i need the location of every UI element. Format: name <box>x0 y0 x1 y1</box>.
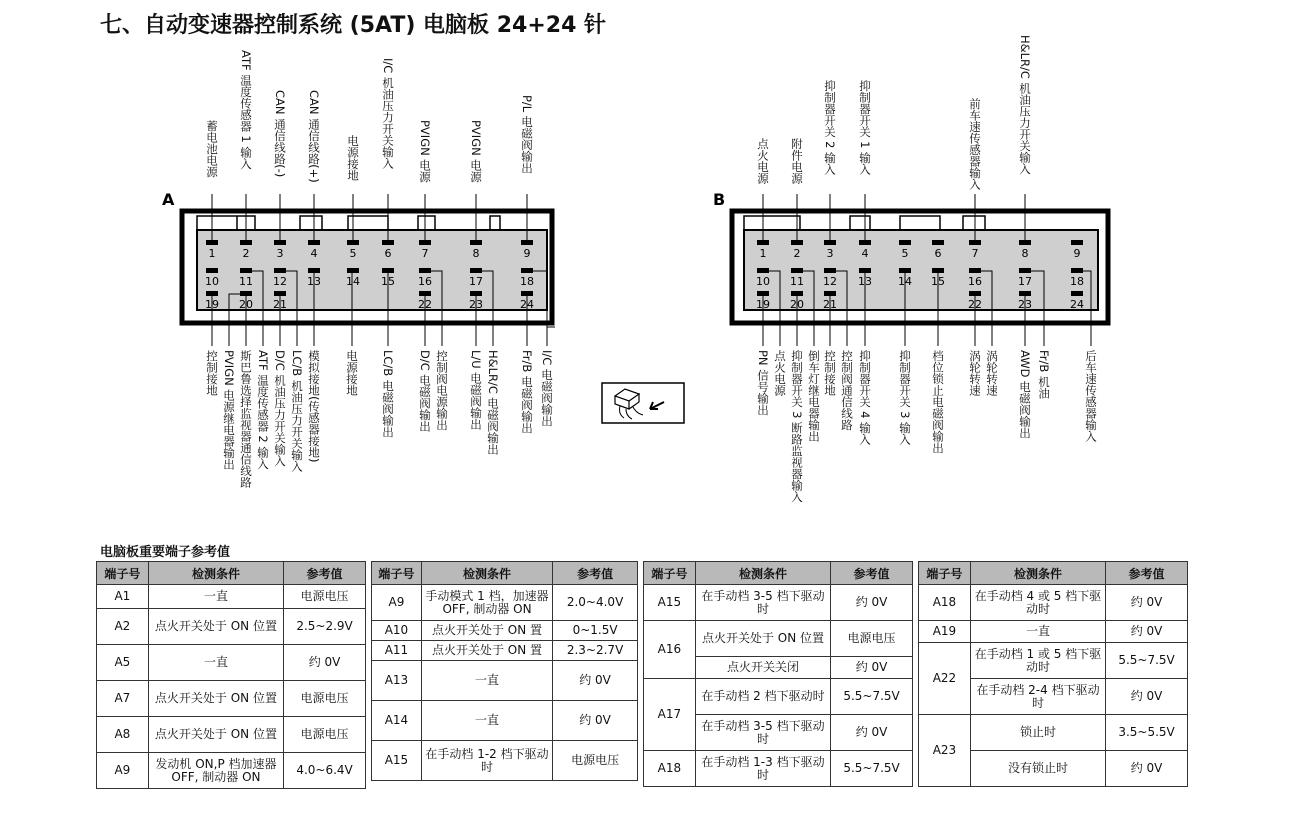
bottom-pin-label: 涡轮转速 <box>968 350 982 396</box>
pin-cell: A18 <box>919 585 971 621</box>
value-cell: 电源电压 <box>831 621 913 657</box>
pin-a-24 <box>521 291 533 296</box>
value-cell: 约 0V <box>1106 751 1188 787</box>
pin-b-3 <box>824 240 836 245</box>
pin-number: 19 <box>756 298 770 311</box>
bottom-pin-label: AWD 电磁阀输出 <box>1018 350 1032 439</box>
table-row <box>97 717 366 753</box>
bottom-pin-label: H&LR/C 电磁阀输出 <box>486 350 500 456</box>
value-cell: 约 0V <box>553 701 638 741</box>
header-value: 参考值 <box>284 562 366 585</box>
top-pin-label: 蓄电池电源 <box>205 120 219 178</box>
pin-number: 4 <box>861 247 869 260</box>
pin-number: 10 <box>205 275 219 288</box>
top-pin-label: 前车速传感器输入 <box>968 98 982 190</box>
condition-cell: 点火开关处于 ON 位置 <box>148 609 283 645</box>
top-pin-label: 附件电源 <box>790 138 804 184</box>
pin-number: 9 <box>1073 247 1081 260</box>
value-cell: 2.0~4.0V <box>553 585 638 621</box>
pin-number: 10 <box>756 275 770 288</box>
pin-cell: A14 <box>372 701 422 741</box>
pin-number: 24 <box>520 298 534 311</box>
pin-number: 23 <box>1018 298 1032 311</box>
pin-a-18 <box>521 268 533 273</box>
header-pin: 端子号 <box>372 562 422 585</box>
pin-a-6 <box>382 240 394 245</box>
pin-number: 17 <box>469 275 483 288</box>
pin-a-10 <box>206 268 218 273</box>
pin-number: 7 <box>971 247 979 260</box>
pin-a-7 <box>419 240 431 245</box>
header-pin: 端子号 <box>919 562 971 585</box>
pin-number: 5 <box>349 247 357 260</box>
condition-cell: 一直 <box>421 701 552 741</box>
value-cell: 约 0V <box>1106 585 1188 621</box>
bottom-pin-label: 模拟接地(传感器接地) <box>307 350 321 463</box>
condition-cell: 点火开关处于 ON 位置 <box>148 717 283 753</box>
bottom-pin-label: 控制接地 <box>823 350 837 396</box>
pin-a-5 <box>347 240 359 245</box>
pin-b-16 <box>969 268 981 273</box>
pin-number: 7 <box>421 247 429 260</box>
pin-number: 22 <box>418 298 432 311</box>
pin-number: 1 <box>208 247 216 260</box>
connector-b <box>713 190 1108 346</box>
pin-number: 2 <box>242 247 250 260</box>
pin-number: 20 <box>239 298 253 311</box>
bottom-pin-label: I/C 电磁阀输出 <box>540 350 554 427</box>
bottom-pin-label: 控制阀通信线路 <box>840 350 854 431</box>
bottom-pin-label: 电源接地 <box>345 350 359 396</box>
value-cell: 5.5~7.5V <box>831 679 913 715</box>
pin-number: 12 <box>273 275 287 288</box>
pin-number: 9 <box>523 247 531 260</box>
header-pin: 端子号 <box>97 562 149 585</box>
pin-number: 14 <box>346 275 360 288</box>
pin-a-21 <box>274 291 286 296</box>
top-pin-label: 抑制器开关 1 输入 <box>858 80 872 176</box>
table-row <box>372 621 638 641</box>
table-header-row <box>372 562 638 585</box>
pin-cell: A5 <box>97 645 149 681</box>
bottom-pin-label: 点火电源 <box>773 350 787 396</box>
pin-a-1 <box>206 240 218 245</box>
top-pin-label: CAN 通信线路(+) <box>307 90 321 183</box>
bottom-pin-label: 控制接地 <box>205 350 219 396</box>
top-pin-label: ATF 温度传感器 1 输入 <box>239 50 253 170</box>
pin-b-11 <box>791 268 803 273</box>
condition-cell: 在手动档 3-5 档下驱动时 <box>695 585 830 621</box>
pin-number: 23 <box>469 298 483 311</box>
pin-b-12 <box>824 268 836 273</box>
table-row <box>372 741 638 781</box>
header-condition: 检测条件 <box>148 562 283 585</box>
condition-cell: 在手动档 1-2 档下驱动时 <box>421 741 552 781</box>
pin-number: 8 <box>472 247 480 260</box>
pin-a-22 <box>419 291 431 296</box>
pin-b-21 <box>824 291 836 296</box>
table-header-row <box>919 562 1188 585</box>
header-condition: 检测条件 <box>695 562 830 585</box>
pin-a-16 <box>419 268 431 273</box>
pin-b-4 <box>859 240 871 245</box>
pin-number: 18 <box>520 275 534 288</box>
table-row <box>919 643 1188 679</box>
pin-b-10 <box>757 268 769 273</box>
condition-cell: 在手动档 1-3 档下驱动时 <box>695 751 830 787</box>
bottom-pin-label: 抑制器开关 4 输入 <box>858 350 872 446</box>
pin-b-2 <box>791 240 803 245</box>
bottom-pin-label: 斯巴鲁选择监视器通信线路 <box>239 350 253 488</box>
pin-number: 11 <box>790 275 804 288</box>
pin-number: 2 <box>793 247 801 260</box>
pin-number: 19 <box>205 298 219 311</box>
pin-b-8 <box>1019 240 1031 245</box>
bottom-pin-label: 抑制器开关 3 输入 <box>898 350 912 446</box>
reference-table-4 <box>918 561 1188 787</box>
table-row <box>372 701 638 741</box>
table-row <box>644 679 913 715</box>
pin-number: 14 <box>898 275 912 288</box>
condition-cell: 点火开关处于 ON 位置 <box>695 621 830 657</box>
reference-table-2 <box>371 561 638 781</box>
header-value: 参考值 <box>1106 562 1188 585</box>
connector-a <box>162 190 555 346</box>
pin-number: 5 <box>901 247 909 260</box>
bottom-pin-label: L/U 电磁阀输出 <box>469 350 483 430</box>
value-cell: 5.5~7.5V <box>831 751 913 787</box>
pin-cell: A9 <box>97 753 149 789</box>
condition-cell: 点火开关处于 ON 置 <box>421 641 552 661</box>
table-row <box>97 681 366 717</box>
pin-number: 22 <box>968 298 982 311</box>
pin-b-15 <box>932 268 944 273</box>
pin-a-13 <box>308 268 320 273</box>
pin-a-3 <box>274 240 286 245</box>
connector-plug-icon <box>602 383 684 423</box>
reference-table-1 <box>96 561 366 789</box>
pin-b-24 <box>1071 291 1083 296</box>
pin-a-4 <box>308 240 320 245</box>
pin-a-12 <box>274 268 286 273</box>
condition-cell: 一直 <box>421 661 552 701</box>
value-cell: 4.0~6.4V <box>284 753 366 789</box>
pin-number: 13 <box>307 275 321 288</box>
top-pin-label: P/L 电磁阀输出 <box>520 95 534 174</box>
value-cell: 约 0V <box>1106 679 1188 715</box>
condition-cell: 在手动档 2-4 档下驱动时 <box>970 679 1105 715</box>
pin-cell: A13 <box>372 661 422 701</box>
top-pin-label: 抑制器开关 2 输入 <box>823 80 837 176</box>
pin-b-20 <box>791 291 803 296</box>
condition-cell: 在手动档 3-5 档下驱动时 <box>695 715 830 751</box>
pin-b-13 <box>859 268 871 273</box>
top-pin-label: PVIGN 电源 <box>469 120 483 183</box>
bottom-pin-label: ATF 温度传感器 2 输入 <box>256 350 270 470</box>
condition-cell: 一直 <box>148 585 283 609</box>
condition-cell: 点火开关处于 ON 位置 <box>148 681 283 717</box>
bottom-pin-label: 抑制器开关 3 断路监视器输入 <box>790 350 804 503</box>
pin-cell: A9 <box>372 585 422 621</box>
pin-a-23 <box>470 291 482 296</box>
value-cell: 约 0V <box>1106 621 1188 643</box>
value-cell: 电源电压 <box>284 585 366 609</box>
header-pin: 端子号 <box>644 562 696 585</box>
pin-cell: A7 <box>97 681 149 717</box>
pin-number: 12 <box>823 275 837 288</box>
top-pin-label: CAN 通信线路(-) <box>273 90 287 178</box>
bottom-pin-label: 倒车灯继电器输出 <box>807 350 821 442</box>
pin-b-19 <box>757 291 769 296</box>
pin-number: 3 <box>826 247 834 260</box>
condition-cell: 点火开关关闭 <box>695 657 830 679</box>
pin-a-8 <box>470 240 482 245</box>
pin-b-7 <box>969 240 981 245</box>
table-row <box>97 753 366 789</box>
pin-cell: A17 <box>644 679 696 751</box>
pin-number: 15 <box>381 275 395 288</box>
pin-b-9 <box>1071 240 1083 245</box>
connector-b-label: B <box>713 190 726 209</box>
pin-b-1 <box>757 240 769 245</box>
value-cell: 约 0V <box>831 715 913 751</box>
condition-cell: 在手动档 4 或 5 档下驱动时 <box>970 585 1105 621</box>
pin-number: 4 <box>310 247 318 260</box>
header-value: 参考值 <box>553 562 638 585</box>
bottom-pin-label: 控制阀电源输出 <box>435 350 449 431</box>
pin-number: 6 <box>934 247 942 260</box>
pin-a-19 <box>206 291 218 296</box>
table-row <box>644 621 913 657</box>
pin-b-5 <box>899 240 911 245</box>
pin-b-6 <box>932 240 944 245</box>
pin-b-18 <box>1071 268 1083 273</box>
table-row <box>919 585 1188 621</box>
table-row <box>644 751 913 787</box>
table-row <box>919 715 1188 751</box>
bottom-pin-label: D/C 电磁阀输出 <box>418 350 432 432</box>
condition-cell: 在手动档 1 或 5 档下驱动时 <box>970 643 1105 679</box>
value-cell: 约 0V <box>284 645 366 681</box>
pin-number: 15 <box>931 275 945 288</box>
condition-cell: 点火开关处于 ON 置 <box>421 621 552 641</box>
pin-a-11 <box>240 268 252 273</box>
table-header-row <box>644 562 913 585</box>
pin-a-14 <box>347 268 359 273</box>
bottom-pin-label: LC/B 机油压力开关输入 <box>290 350 304 472</box>
bottom-pin-label: 涡轮转速 <box>985 350 999 396</box>
condition-cell: 锁止时 <box>970 715 1105 751</box>
table-row <box>97 585 366 609</box>
pin-number: 21 <box>273 298 287 311</box>
top-pin-label: 点火电源 <box>756 138 770 184</box>
pin-cell: A16 <box>644 621 696 679</box>
pin-number: 21 <box>823 298 837 311</box>
pin-a-15 <box>382 268 394 273</box>
pin-cell: A2 <box>97 609 149 645</box>
pin-cell: A18 <box>644 751 696 787</box>
bottom-pin-label: 档位锁止电磁阀输出 <box>931 350 945 454</box>
value-cell: 约 0V <box>831 657 913 679</box>
bottom-pin-label: Fr/B 机油 <box>1037 350 1051 399</box>
pin-number: 16 <box>418 275 432 288</box>
header-value: 参考值 <box>831 562 913 585</box>
table-row <box>644 585 913 621</box>
pin-number: 11 <box>239 275 253 288</box>
pin-b-17 <box>1019 268 1031 273</box>
value-cell: 0~1.5V <box>553 621 638 641</box>
top-pin-label: I/C 机油压力开关输入 <box>381 58 395 169</box>
pin-cell: A8 <box>97 717 149 753</box>
condition-cell: 一直 <box>970 621 1105 643</box>
bottom-pin-label: PVIGN 电源继电器输出 <box>222 350 236 470</box>
pin-number: 8 <box>1021 247 1029 260</box>
table-row <box>919 621 1188 643</box>
pin-cell: A10 <box>372 621 422 641</box>
pin-number: 1 <box>759 247 767 260</box>
pin-cell: A15 <box>644 585 696 621</box>
bottom-pin-label: PN 信号输出 <box>756 350 770 416</box>
condition-cell: 发动机 ON,P 档加速器 OFF, 制动器 ON <box>148 753 283 789</box>
pin-number: 6 <box>384 247 392 260</box>
table-row <box>97 609 366 645</box>
condition-cell: 没有锁止时 <box>970 751 1105 787</box>
value-cell: 2.3~2.7V <box>553 641 638 661</box>
table-row <box>372 585 638 621</box>
pin-a-9 <box>521 240 533 245</box>
bottom-pin-label: 后车速传感器输入 <box>1084 350 1098 442</box>
condition-cell: 在手动档 2 档下驱动时 <box>695 679 830 715</box>
pin-b-22 <box>969 291 981 296</box>
header-condition: 检测条件 <box>421 562 552 585</box>
table-row <box>97 645 366 681</box>
pin-number: 17 <box>1018 275 1032 288</box>
pin-number: 13 <box>858 275 872 288</box>
table-row <box>372 661 638 701</box>
pin-b-23 <box>1019 291 1031 296</box>
table-row <box>372 641 638 661</box>
pin-cell: A11 <box>372 641 422 661</box>
table-title: 电脑板重要端子参考值 <box>100 545 231 560</box>
condition-cell: 一直 <box>148 645 283 681</box>
pin-cell: A15 <box>372 741 422 781</box>
value-cell: 电源电压 <box>553 741 638 781</box>
condition-cell: 手动模式 1 档，加速器 OFF, 制动器 ON <box>421 585 552 621</box>
reference-table-3 <box>643 561 913 787</box>
pin-cell: A19 <box>919 621 971 643</box>
value-cell: 约 0V <box>553 661 638 701</box>
pin-b-14 <box>899 268 911 273</box>
value-cell: 约 0V <box>831 585 913 621</box>
table-header-row <box>97 562 366 585</box>
pin-cell: A22 <box>919 643 971 715</box>
pin-number: 24 <box>1070 298 1084 311</box>
value-cell: 电源电压 <box>284 717 366 753</box>
pin-cell: A1 <box>97 585 149 609</box>
pin-number: 16 <box>968 275 982 288</box>
header-condition: 检测条件 <box>970 562 1105 585</box>
page-title: 七、自动变速器控制系统 (5AT) 电脑板 24+24 针 <box>100 13 607 38</box>
top-pin-label: PVIGN 电源 <box>418 120 432 183</box>
value-cell: 5.5~7.5V <box>1106 643 1188 679</box>
pin-a-17 <box>470 268 482 273</box>
pin-a-2 <box>240 240 252 245</box>
bottom-pin-label: LC/B 电磁阀输出 <box>381 350 395 438</box>
pin-number: 3 <box>276 247 284 260</box>
value-cell: 3.5~5.5V <box>1106 715 1188 751</box>
pin-number: 18 <box>1070 275 1084 288</box>
pin-number: 20 <box>790 298 804 311</box>
bottom-pin-label: D/C 机油压力开关输入 <box>273 350 287 467</box>
value-cell: 电源电压 <box>284 681 366 717</box>
connector-a-label: A <box>162 190 175 209</box>
top-pin-label: 电源接地 <box>346 135 360 181</box>
value-cell: 2.5~2.9V <box>284 609 366 645</box>
pin-cell: A23 <box>919 715 971 787</box>
bottom-pin-label: Fr/B 电磁阀输出 <box>520 350 534 434</box>
top-pin-label: H&LR/C 机油压力开关输入 <box>1018 35 1032 175</box>
